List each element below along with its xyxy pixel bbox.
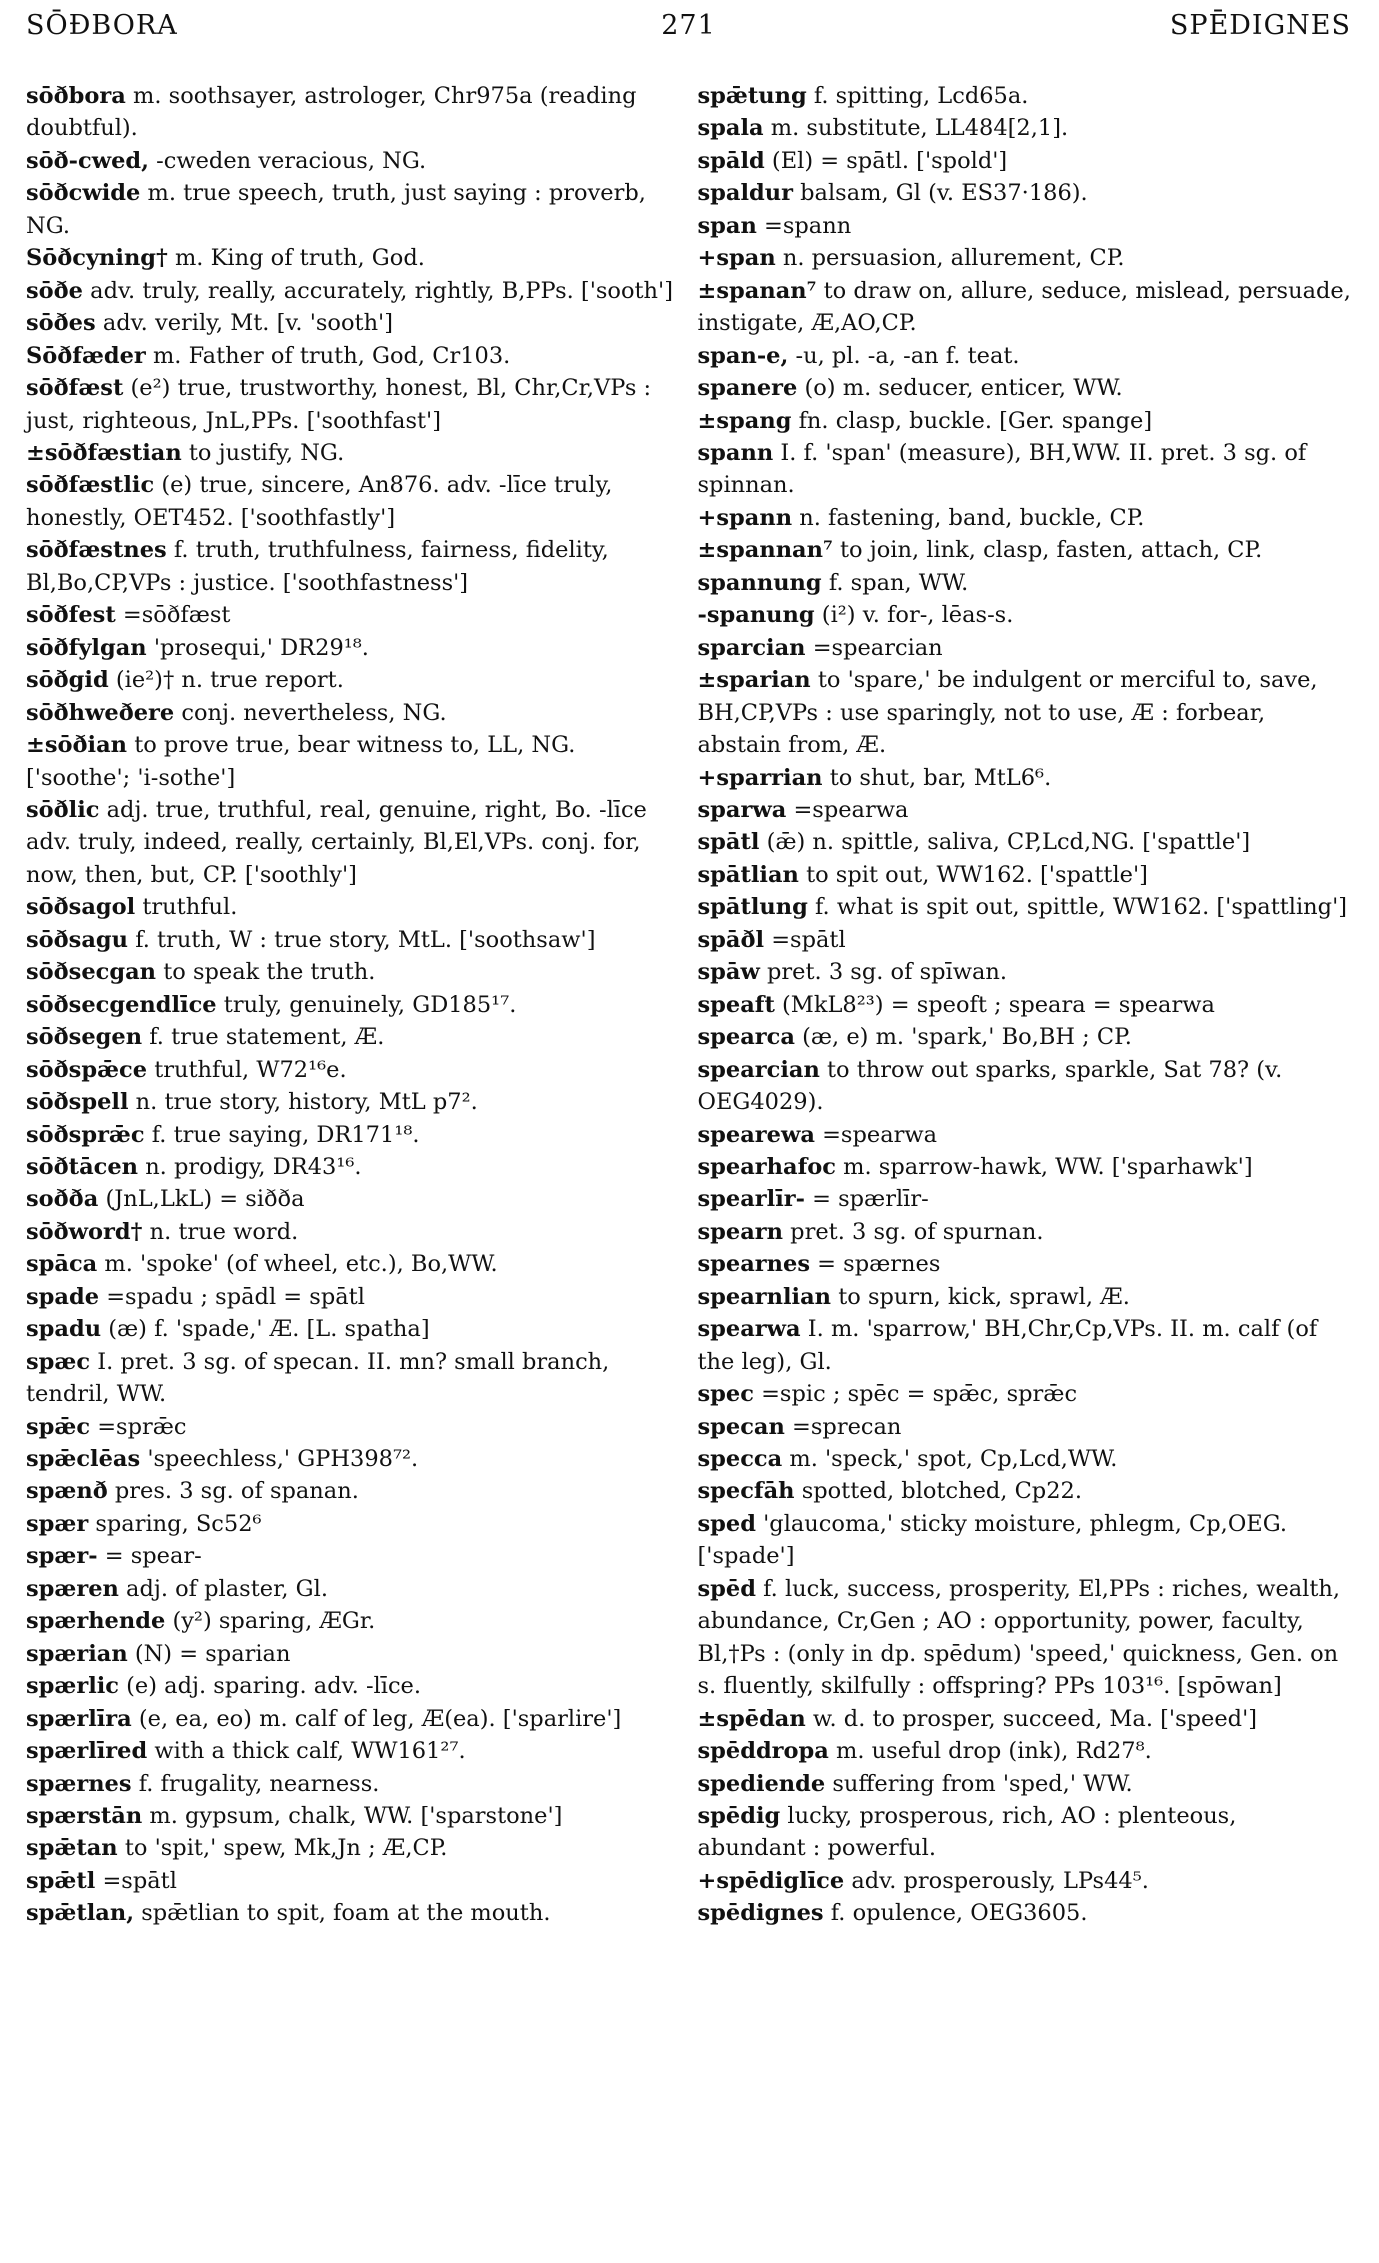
dictionary-entry	[26, 372, 680, 437]
entry-definition: to throw out sparks, sparkle, Sat 78? (v. OEG4029).	[697, 1056, 1283, 1116]
entry-headword: ±spannan⁷	[697, 537, 833, 564]
entry-headword: sōðhweðere	[26, 699, 175, 726]
entry-headword: spāld	[697, 147, 765, 174]
entry-definition: f. true saying, DR171¹⁸.	[151, 1121, 420, 1148]
entry-headword: spǣtl	[26, 1867, 96, 1894]
running-head-right: SPĒDIGNES	[1169, 10, 1351, 41]
entry-headword: spearcian	[697, 1056, 820, 1083]
entry-headword: Sōðcyning†	[26, 245, 168, 272]
entry-definition: =spadu ; spādl = spātl	[106, 1283, 365, 1310]
dictionary-entry	[26, 534, 680, 599]
entry-definition: adv. truly, really, accurately, rightly, B,PPs. ['sooth']	[90, 277, 674, 304]
entry-definition: f. luck, success, prosperity, El,PPs : riches, wealth, abundance, Cr,Gen ; AO : opportunity, power, faculty, Bl,†Ps : (only in dp. spēdum) 'speed,' quickness, Gen. on s. fluently, skilfully : offspring? PPs 103¹⁶. [spōwan]	[697, 1575, 1341, 1700]
entry-headword: sparcian	[697, 634, 806, 661]
left-column	[26, 80, 680, 1930]
dictionary-entry	[698, 1897, 1352, 1929]
dictionary-entry	[698, 502, 1352, 534]
entry-headword: spāca	[26, 1251, 98, 1278]
entry-definition: fn. clasp, buckle. [Ger. spange]	[798, 407, 1153, 434]
entry-headword: spanere	[697, 375, 798, 402]
entry-definition: (e, ea, eo) m. calf of leg, Æ(ea). ['sparlire']	[138, 1705, 622, 1732]
dictionary-entry	[26, 1768, 680, 1800]
dictionary-entry	[698, 275, 1352, 340]
dictionary-entry	[698, 956, 1352, 988]
entry-definition: to draw on, allure, seduce, mislead, persuade, instigate, Æ,AO,CP.	[697, 277, 1351, 337]
dictionary-entry	[26, 1151, 680, 1183]
entry-headword: spærstān	[26, 1803, 143, 1830]
running-head	[26, 10, 1351, 50]
entry-definition: with a thick calf, WW161²⁷.	[154, 1738, 466, 1765]
entry-headword: spēdignes	[697, 1900, 824, 1927]
entry-definition: =sprǣc	[97, 1413, 187, 1440]
entry-headword: ±sōðfæstian	[26, 439, 182, 466]
entry-headword: spāw	[697, 959, 760, 986]
entry-definition: m. true speech, truth, just saying : proverb, NG.	[26, 180, 646, 239]
entry-definition: =spearwa	[822, 1121, 938, 1148]
entry-headword: spēdig	[697, 1803, 781, 1830]
dictionary-entry	[26, 307, 680, 339]
entry-definition: m. 'speck,' spot, Cp,Lcd,WW.	[789, 1446, 1118, 1473]
dictionary-entry	[698, 567, 1352, 599]
dictionary-entry	[26, 1897, 680, 1929]
entry-definition: w. d. to prosper, succeed, Ma. ['speed']	[812, 1705, 1258, 1732]
dictionary-entry	[698, 1054, 1352, 1119]
dictionary-entry	[26, 437, 680, 469]
dictionary-entry	[698, 1508, 1352, 1573]
dictionary-entry	[26, 956, 680, 988]
entry-headword: span	[697, 212, 757, 239]
entry-definition: = spærlīr-	[812, 1186, 929, 1213]
entry-headword: sōðe	[26, 277, 83, 304]
entry-headword: spēddropa	[697, 1738, 829, 1765]
dictionary-entry	[26, 1832, 680, 1864]
entry-headword: spæren	[26, 1575, 119, 1602]
dictionary-entry	[26, 1573, 680, 1605]
entry-definition: to 'spare,' be indulgent or merciful to, save, BH,CP,VPs : use sparingly, not to use, Æ : forbear, abstain from, Æ.	[697, 667, 1318, 759]
dictionary-entry	[26, 1670, 680, 1702]
entry-definition: m. soothsayer, astrologer, Chr975a (reading doubtful).	[26, 83, 637, 142]
entry-definition: adv. prosperously, LPs44⁵.	[851, 1867, 1149, 1894]
dictionary-entry	[26, 1346, 680, 1411]
entry-headword: sōðtācen	[26, 1153, 139, 1180]
dictionary-entry	[26, 1540, 680, 1572]
entry-definition: f. span, WW.	[828, 569, 969, 596]
entry-definition: (ie²)† n. true report.	[115, 667, 344, 694]
entry-headword: spearlīr-	[697, 1186, 805, 1213]
entry-definition: f. truth, W : true story, MtL. ['soothsaw']	[135, 926, 596, 953]
entry-definition: -cweden veracious, NG.	[156, 147, 427, 174]
dictionary-entry	[26, 891, 680, 923]
dictionary-entry	[698, 1411, 1352, 1443]
dictionary-entry	[26, 469, 680, 534]
entry-definition: -u, pl. -a, -an f. teat.	[795, 342, 1020, 369]
entry-definition: (e) adj. sparing. adv. -līce.	[126, 1673, 422, 1700]
dictionary-entry	[698, 80, 1352, 112]
dictionary-entry	[26, 340, 680, 372]
dictionary-entry	[698, 1119, 1352, 1151]
entry-definition: (æ, e) m. 'spark,' Bo,BH ; CP.	[802, 1024, 1132, 1051]
dictionary-entry	[698, 1021, 1352, 1053]
entry-headword: -spanung	[697, 602, 815, 629]
dictionary-entry	[26, 242, 680, 274]
entry-headword: spannung	[697, 569, 822, 596]
entry-definition: n. prodigy, DR43¹⁶.	[145, 1153, 362, 1180]
dictionary-entry	[698, 242, 1352, 274]
entry-headword: spātlung	[697, 894, 808, 921]
entry-definition: to join, link, clasp, fasten, attach, CP.	[840, 537, 1263, 564]
dictionary-entry	[26, 697, 680, 729]
entry-definition: f. opulence, OEG3605.	[830, 1900, 1088, 1927]
dictionary-entry	[26, 989, 680, 1021]
dictionary-entry	[698, 1768, 1352, 1800]
dictionary-entry	[698, 1281, 1352, 1313]
entry-headword: spærian	[26, 1640, 128, 1667]
dictionary-entry	[26, 1183, 680, 1215]
entry-headword: ±sōðian	[26, 732, 128, 759]
entry-headword: sōðes	[26, 310, 96, 337]
entry-headword: sōðsagol	[26, 894, 136, 921]
dictionary-entry	[698, 1475, 1352, 1507]
entry-headword: +span	[697, 245, 776, 272]
dictionary-entry	[26, 1248, 680, 1280]
entry-definition: adj. true, truthful, real, genuine, right, Bo. -līce adv. truly, indeed, really, certainly, Bl,El,VPs. conj. for, now, then, but, CP. ['soothly']	[26, 796, 647, 888]
entry-headword: sōðspǣce	[26, 1056, 148, 1083]
entry-headword: spade	[26, 1283, 100, 1310]
entry-headword: spæc	[26, 1348, 91, 1375]
entry-headword: spærlīred	[26, 1738, 148, 1765]
entry-headword: sōðlic	[26, 796, 100, 823]
entry-headword: sōðbora	[26, 83, 126, 109]
entry-headword: sōðcwide	[26, 180, 141, 207]
entry-headword: sōðfylgan	[26, 634, 147, 661]
entry-headword: spala	[697, 115, 764, 142]
entry-definition: to speak the truth.	[163, 959, 376, 986]
page-number: 271	[661, 10, 716, 41]
entry-headword: spærnes	[26, 1770, 132, 1797]
dictionary-entry	[698, 1573, 1352, 1703]
entry-headword: specca	[697, 1446, 783, 1473]
entry-definition: m. gypsum, chalk, WW. ['sparstone']	[149, 1803, 563, 1830]
entry-definition: to shut, bar, MtL6⁶.	[829, 764, 1052, 791]
dictionary-entry	[698, 1313, 1352, 1378]
entry-headword: spærlīra	[26, 1705, 132, 1732]
entry-headword: spadu	[26, 1316, 102, 1343]
entry-headword: span-e,	[697, 342, 789, 369]
entry-definition: lucky, prosperous, rich, AO : plenteous, abundant : powerful.	[697, 1803, 1237, 1862]
dictionary-entry	[698, 1151, 1352, 1183]
dictionary-entry	[698, 1735, 1352, 1767]
entry-definition: m. useful drop (ink), Rd27⁸.	[836, 1738, 1152, 1765]
entry-headword: spearca	[697, 1024, 795, 1051]
entry-definition: 'glaucoma,' sticky moisture, phlegm, Cp,OEG. ['spade']	[697, 1510, 1288, 1570]
dictionary-entry	[698, 405, 1352, 437]
entry-headword: +spēdiglīce	[697, 1867, 845, 1894]
entry-definition: f. truth, truthfulness, fairness, fidelity, Bl,Bo,CP,VPs : justice. ['soothfastness']	[26, 537, 609, 596]
dictionary-entry	[698, 534, 1352, 566]
entry-definition: pret. 3 sg. of spīwan.	[767, 959, 1008, 986]
entry-headword: +spann	[697, 504, 793, 531]
entry-headword: ±sparian	[697, 667, 811, 694]
entry-definition: spǣtlian to spit, foam at the mouth.	[141, 1900, 551, 1927]
dictionary-entry	[26, 1119, 680, 1151]
dictionary-entry	[26, 1865, 680, 1897]
entry-headword: spearnlian	[697, 1283, 832, 1310]
entry-definition: =spearcian	[812, 634, 943, 661]
dictionary-entry	[26, 1411, 680, 1443]
entry-headword: sōð-cwed,	[26, 147, 149, 174]
entry-headword: sōðgid	[26, 667, 109, 694]
entry-headword: spediende	[697, 1770, 826, 1797]
entry-definition: (y²) sparing, ÆGr.	[172, 1608, 376, 1635]
dictionary-entry	[26, 599, 680, 631]
dictionary-entry	[26, 1703, 680, 1735]
entry-definition: n. true story, history, MtL p7².	[135, 1089, 478, 1116]
dictionary-entry	[698, 762, 1352, 794]
entry-definition: to spit out, WW162. ['spattle']	[806, 861, 1148, 888]
dictionary-entry	[26, 1216, 680, 1248]
dictionary-entry	[26, 729, 680, 794]
dictionary-entry	[698, 437, 1352, 502]
entry-definition: f. true statement, Æ.	[149, 1024, 385, 1051]
entry-headword: sōðfest	[26, 602, 116, 629]
entry-definition: =spic ; spēc = spǣc, sprǣc	[761, 1381, 1078, 1408]
entry-headword: spātlian	[697, 861, 799, 888]
entry-definition: to justify, NG.	[188, 439, 345, 466]
entry-definition: (JnL,LkL) = siððа	[105, 1186, 305, 1213]
dictionary-entry	[26, 1443, 680, 1475]
entry-definition: (N) = sparian	[134, 1640, 291, 1667]
entry-headword: speaft	[697, 991, 775, 1018]
dictionary-entry	[26, 1508, 680, 1540]
entry-headword: spǣclēas	[26, 1446, 141, 1473]
right-column	[698, 80, 1352, 1930]
entry-headword: sōðfæstlic	[26, 472, 155, 499]
dictionary-entry	[698, 632, 1352, 664]
dictionary-entry	[698, 1800, 1352, 1865]
entry-headword: spearewa	[697, 1121, 815, 1148]
dictionary-entry	[698, 177, 1352, 209]
dictionary-entry	[26, 794, 680, 891]
entry-definition: (MkL8²³) = speoft ; speara = spearwa	[782, 991, 1215, 1018]
entry-headword: sōðspell	[26, 1089, 129, 1116]
dictionary-entry	[26, 1313, 680, 1345]
entry-headword: sōðsegen	[26, 1024, 143, 1051]
entry-headword: sōðsprǣc	[26, 1121, 145, 1148]
dictionary-entry	[26, 177, 680, 242]
entry-headword: sōðfæstnes	[26, 537, 167, 564]
entry-headword: spǣtan	[26, 1835, 118, 1862]
entry-definition: n. fastening, band, buckle, CP.	[799, 504, 1145, 531]
entry-headword: spǣtung	[697, 83, 807, 109]
entry-headword: spær-	[26, 1543, 98, 1570]
dictionary-entry	[26, 924, 680, 956]
entry-definition: =sōðfæst	[122, 602, 231, 629]
entry-headword: specan	[697, 1413, 785, 1440]
entry-definition: sparing, Sc52⁶	[95, 1510, 262, 1537]
entry-headword: spænð	[26, 1478, 108, 1505]
entry-headword: sōðfæst	[26, 375, 124, 402]
dictionary-entry	[698, 599, 1352, 631]
entry-headword: ±spēdan	[697, 1705, 806, 1732]
entry-definition: =spearwa	[793, 796, 909, 823]
entry-definition: adv. verily, Mt. [v. 'sooth']	[102, 310, 394, 337]
entry-definition: I. m. 'sparrow,' BH,Chr,Cp,VPs. II. m. calf (of the leg), Gl.	[697, 1316, 1318, 1375]
entry-definition: m. Father of truth, God, Cr103.	[152, 342, 511, 369]
dictionary-entry	[26, 632, 680, 664]
entry-definition: m. substitute, LL484[2,1].	[770, 115, 1069, 142]
entry-definition: (æ) f. 'spade,' Æ. [L. spatha]	[108, 1316, 430, 1343]
entry-definition: 'speechless,' GPH398⁷².	[147, 1446, 419, 1473]
entry-definition: m. sparrow-hawk, WW. ['sparhawk']	[843, 1153, 1253, 1180]
entry-definition: truly, genuinely, GD185¹⁷.	[223, 991, 517, 1018]
entry-definition: (ǣ) n. spittle, saliva, CP,Lcd,NG. ['spattle']	[766, 829, 1251, 856]
dictionary-entry	[26, 145, 680, 177]
entry-headword: spearnes	[697, 1251, 810, 1278]
entry-definition: I. pret. 3 sg. of specan. II. mn? small branch, tendril, WW.	[26, 1348, 610, 1408]
entry-headword: sōðsagu	[26, 926, 129, 953]
entry-headword: soðða	[26, 1186, 99, 1213]
entry-headword: spǣc	[26, 1413, 91, 1440]
dictionary-entry	[698, 859, 1352, 891]
dictionary-entry	[698, 924, 1352, 956]
dictionary-entry	[26, 664, 680, 696]
entry-definition: pret. 3 sg. of spurnan.	[790, 1218, 1044, 1245]
entry-headword: sōðsecgendlīce	[26, 991, 217, 1018]
entry-headword: spec	[697, 1381, 754, 1408]
dictionary-entry	[26, 1054, 680, 1086]
entry-headword: spærhende	[26, 1608, 166, 1635]
entry-headword: sparwa	[697, 796, 787, 823]
entry-definition: truthful, W72¹⁶e.	[154, 1056, 347, 1083]
entry-headword: spātl	[697, 829, 760, 856]
entry-definition: to prove true, bear witness to, LL, NG. ['soothe'; 'i-sothe']	[26, 732, 576, 791]
entry-definition: 'prosequi,' DR29¹⁸.	[153, 634, 369, 661]
dictionary-entry	[698, 1183, 1352, 1215]
dictionary-entry	[698, 145, 1352, 177]
entry-headword: spaldur	[697, 180, 793, 207]
dictionary-entry	[698, 1216, 1352, 1248]
dictionary-entry	[698, 1865, 1352, 1897]
entry-definition: conj. nevertheless, NG.	[181, 699, 447, 726]
entry-definition: (e²) true, trustworthy, honest, Bl, Chr,Cr,VPs : just, righteous, JnL,PPs. ['soothfast']	[26, 375, 652, 434]
entry-definition: (o) m. seducer, enticer, WW.	[804, 375, 1123, 402]
entry-headword: spearhafoc	[697, 1153, 836, 1180]
entry-headword: Sōðfæder	[26, 342, 146, 369]
entry-definition: f. what is spit out, spittle, WW162. ['spattling']	[815, 894, 1348, 921]
columns	[26, 80, 1351, 1930]
dictionary-entry	[26, 1605, 680, 1637]
entry-headword: specfāh	[697, 1478, 795, 1505]
entry-headword: +sparrian	[697, 764, 823, 791]
dictionary-entry	[698, 826, 1352, 858]
entry-definition: pres. 3 sg. of spanan.	[114, 1478, 359, 1505]
entry-headword: spǣtlan,	[26, 1900, 135, 1927]
entry-definition: n. persuasion, allurement, CP.	[782, 245, 1125, 272]
dictionary-entry	[698, 1248, 1352, 1280]
entry-headword: spær	[26, 1510, 89, 1537]
entry-definition: =spātl	[771, 926, 846, 953]
dictionary-entry	[26, 1638, 680, 1670]
entry-definition: (El) = spātl. ['spold']	[771, 147, 1008, 174]
dictionary-entry	[698, 372, 1352, 404]
entry-definition: to 'spit,' spew, Mk,Jn ; Æ,CP.	[124, 1835, 448, 1862]
entry-definition: = spear-	[104, 1543, 202, 1570]
entry-headword: sōðsecgan	[26, 959, 157, 986]
entry-definition: n. true word.	[149, 1218, 299, 1245]
entry-headword: sped	[697, 1510, 756, 1537]
dictionary-entry	[698, 664, 1352, 761]
entry-headword: spearwa	[697, 1316, 801, 1343]
running-head-left: SŌÐBORA	[26, 10, 178, 41]
dictionary-entry	[698, 1443, 1352, 1475]
entry-definition: = spærnes	[817, 1251, 941, 1278]
entry-headword: ±spang	[697, 407, 792, 434]
dictionary-entry	[698, 1703, 1352, 1735]
dictionary-entry	[26, 1800, 680, 1832]
entry-definition: suffering from 'sped,' WW.	[832, 1770, 1133, 1797]
entry-headword: spearn	[697, 1218, 784, 1245]
dictionary-entry	[698, 112, 1352, 144]
dictionary-entry	[26, 1475, 680, 1507]
entry-headword: ±spanan⁷	[697, 277, 817, 304]
entry-definition: m. 'spoke' (of wheel, etc.), Bo,WW.	[104, 1251, 498, 1278]
entry-definition: to spurn, kick, sprawl, Æ.	[838, 1283, 1130, 1310]
entry-headword: sōðword†	[26, 1218, 143, 1245]
dictionary-entry	[698, 794, 1352, 826]
entry-headword: spann	[697, 439, 774, 466]
entry-definition: f. spitting, Lcd65a.	[813, 83, 1029, 109]
dictionary-entry	[698, 340, 1352, 372]
dictionary-entry	[26, 1281, 680, 1313]
entry-definition: I. f. 'span' (measure), BH,WW. II. pret. 3 sg. of spinnan.	[697, 439, 1307, 499]
entry-definition: balsam, Gl (v. ES37·186).	[800, 180, 1088, 207]
entry-definition: (e) true, sincere, An876. adv. -līce truly, honestly, OET452. ['soothfastly']	[26, 472, 613, 531]
dictionary-entry	[26, 1086, 680, 1118]
entry-definition: adj. of plaster, Gl.	[126, 1575, 328, 1602]
entry-headword: spærlic	[26, 1673, 119, 1700]
dictionary-entry	[698, 210, 1352, 242]
dictionary-entry	[26, 275, 680, 307]
dictionary-entry	[26, 1021, 680, 1053]
dictionary-entry	[698, 1378, 1352, 1410]
entry-definition: spotted, blotched, Cp22.	[801, 1478, 1082, 1505]
entry-headword: spēd	[697, 1575, 756, 1602]
entry-definition: f. frugality, nearness.	[138, 1770, 380, 1797]
dictionary-entry	[698, 891, 1352, 923]
entry-definition: truthful.	[142, 894, 238, 921]
entry-definition: =sprecan	[792, 1413, 902, 1440]
entry-definition: m. King of truth, God.	[174, 245, 425, 272]
dictionary-entry	[698, 989, 1352, 1021]
entry-definition: =spann	[764, 212, 852, 239]
dictionary-entry	[26, 80, 680, 145]
entry-headword: spāðl	[697, 926, 765, 953]
dictionary-entry	[26, 1735, 680, 1767]
entry-definition: (i²) v. for-, lēas-s.	[821, 602, 1014, 629]
entry-definition: =spātl	[102, 1867, 177, 1894]
